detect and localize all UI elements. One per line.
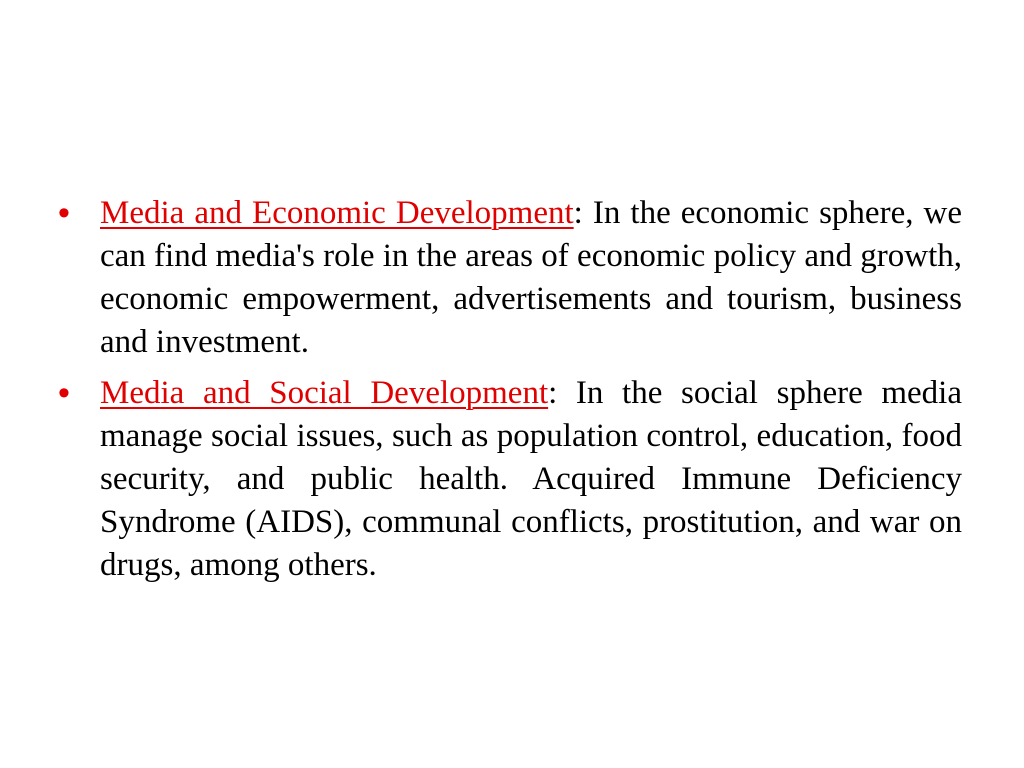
heading-separator: : bbox=[573, 195, 583, 231]
bullet-heading[interactable]: Media and Economic Development bbox=[100, 195, 574, 231]
bullet-item-economic-development bbox=[58, 192, 962, 364]
bullet-body-text: In the social sphere media manage social issues, such as population control, education, food security, and public health. Acquired Immune Deficiency Syndrome (AIDS), communal conflicts, prostitution, and war on drugs, among others. bbox=[100, 375, 962, 583]
bullet-heading[interactable]: Media and Social Development bbox=[100, 375, 549, 411]
bullet-body-text: In the economic sphere, we can find media's role in the areas of economic policy and growth, economic empowerment, advertisements and tourism, business and investment. bbox=[100, 195, 962, 360]
bullet-item-social-development bbox=[58, 372, 962, 587]
bullet-dot-icon: • bbox=[58, 374, 70, 412]
bullet-list bbox=[58, 192, 962, 595]
bullet-dot-icon: • bbox=[58, 194, 70, 232]
heading-separator: : bbox=[548, 375, 558, 411]
